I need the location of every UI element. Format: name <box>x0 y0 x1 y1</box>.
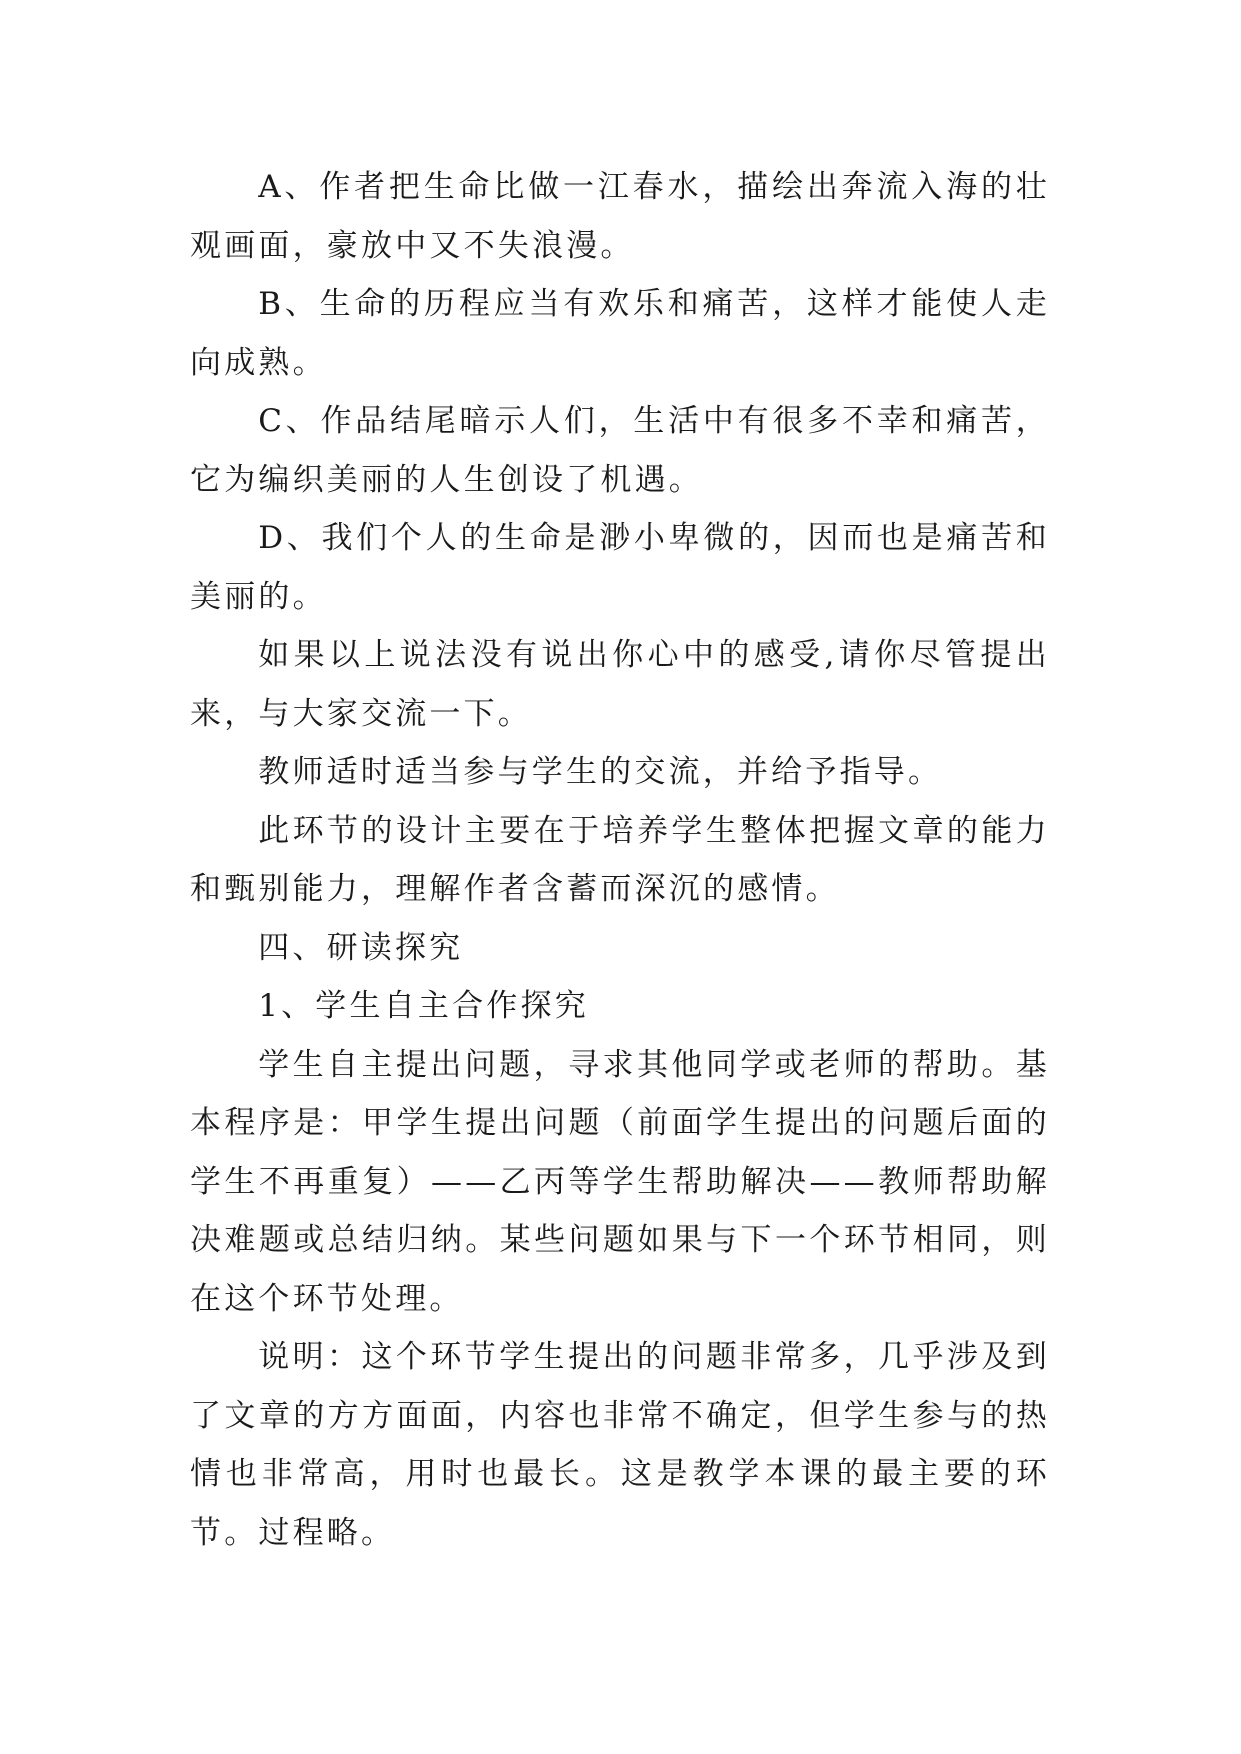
document-body <box>190 158 1050 1562</box>
explanation-paragraph: 说明：这个环节学生提出的问题非常多，几乎涉及到了文章的方方面面，内容也非常不确定，但学生参与的热情也非常高，用时也最长。这是教学本课的最主要的环节。过程略。 <box>190 1339 1050 1551</box>
option-c-paragraph: C、作品结尾暗示人们，生活中有很多不幸和痛苦，它为编织美丽的人生创设了机遇。 <box>190 403 1050 498</box>
option-a-paragraph: A、作者把生命比做一江春水，描绘出奔流入海的壮观画面，豪放中又不失浪漫。 <box>190 169 1050 264</box>
prompt-paragraph: 如果以上说法没有说出你心中的感受,请你尽管提出来，与大家交流一下。 <box>190 637 1050 732</box>
section-heading: 四、研读探究 <box>258 929 464 966</box>
subsection-heading: 1、学生自主合作探究 <box>258 988 589 1024</box>
option-b-paragraph: B、生命的历程应当有欢乐和痛苦，这样才能使人走向成熟。 <box>190 286 1050 381</box>
design-note-paragraph: 此环节的设计主要在于培养学生整体把握文章的能力和甄别能力，理解作者含蓄而深沉的感情。 <box>190 812 1050 907</box>
option-d-paragraph: D、我们个人的生命是渺小卑微的，因而也是痛苦和美丽的。 <box>190 520 1050 615</box>
teacher-guidance-paragraph: 教师适时适当参与学生的交流，并给予指导。 <box>258 754 943 790</box>
procedure-paragraph: 学生自主提出问题，寻求其他同学或老师的帮助。基本程序是：甲学生提出问题（前面学生提出的问题后面的学生不再重复）——乙丙等学生帮助解决——教师帮助解决难题或总结归纳。某些问题如果与下一个环节相同，则在这个环节处理。 <box>190 1046 1050 1317</box>
